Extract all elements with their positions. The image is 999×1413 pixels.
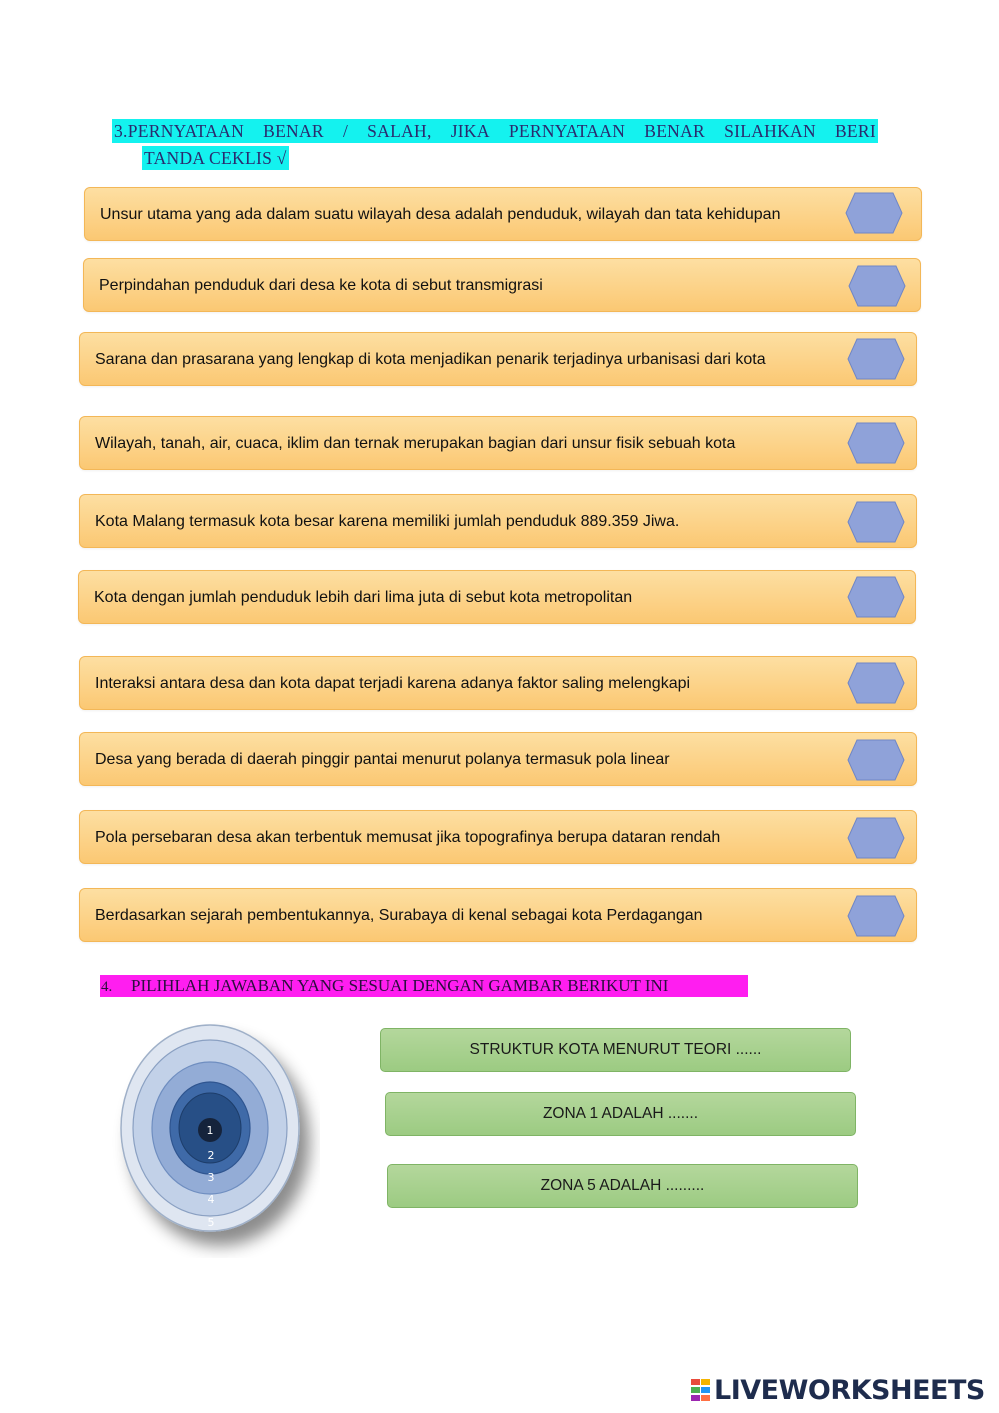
heading-word: / (342, 121, 349, 141)
statement-row-5 (79, 494, 917, 548)
liveworksheets-wordmark: LIVEWORKSHEETS (714, 1374, 985, 1406)
answer-hexagon-7[interactable] (847, 662, 905, 704)
statement-text: Berdasarkan sejarah pembentukannya, Surabaya di kenal sebagai kota Perdagangan (95, 907, 703, 924)
zone-label-5: 5 (207, 1216, 215, 1229)
heading-word: 3.PERNYATAAN (114, 121, 245, 141)
answer-hexagon-4[interactable] (847, 422, 905, 464)
statement-row-10 (79, 888, 917, 942)
liveworksheets-brand (690, 1374, 985, 1406)
statement-text: Unsur utama yang ada dalam suatu wilayah desa adalah penduduk, wilayah dan tata kehidupan (100, 206, 781, 223)
zone-label-1: 1 (206, 1124, 214, 1137)
answer-hexagon-9[interactable] (847, 817, 905, 859)
statement-text: Interaksi antara desa dan kota dapat terjadi karena adanya faktor saling melengkapi (95, 675, 691, 692)
statement-text: Pola persebaran desa akan terbentuk memusat jika topografinya berupa dataran rendah (95, 829, 721, 846)
answer-hexagon-6[interactable] (847, 576, 905, 618)
statement-row-8 (79, 732, 917, 786)
statement-text: Perpindahan penduduk dari desa ke kota di sebut transmigrasi (99, 277, 543, 294)
section-4-number: 4. (101, 979, 113, 995)
answer-hexagon-3[interactable] (847, 338, 905, 380)
heading-word: BENAR (263, 121, 324, 141)
liveworksheets-logo-icon (690, 1378, 712, 1402)
statement-row-6 (78, 570, 916, 624)
statement-row-4 (79, 416, 917, 470)
section-3-heading-line1 (112, 119, 878, 143)
zone-label-3: 3 (207, 1171, 215, 1184)
heading-word: SALAH, (367, 121, 432, 141)
heading-word: SILAHKAN (724, 121, 816, 141)
heading-word: BENAR (644, 121, 706, 141)
statement-row-2 (83, 258, 921, 312)
statement-row-7 (79, 656, 917, 710)
answer-hexagon-2[interactable] (848, 265, 906, 307)
statement-row-3 (79, 332, 917, 386)
answer-hexagon-5[interactable] (847, 501, 905, 543)
heading-word: JIKA (450, 121, 490, 141)
concentric-zone-diagram (110, 1018, 320, 1258)
heading-word: BERI (834, 121, 876, 141)
answer-hexagon-8[interactable] (847, 739, 905, 781)
zone-label-4: 4 (207, 1193, 215, 1206)
answer-hexagon-1[interactable] (845, 192, 903, 234)
section-4-heading-text: PILIHLAH JAWABAN YANG SESUAI DENGAN GAMBAR BERIKUT INI (131, 976, 669, 995)
statement-text: Kota dengan jumlah penduduk lebih dari lima juta di sebut kota metropolitan (94, 589, 633, 606)
answer-hexagon-10[interactable] (847, 895, 905, 937)
answer-box-zona-5[interactable]: ZONA 5 ADALAH ......... (387, 1164, 858, 1208)
statement-row-9 (79, 810, 917, 864)
heading-word: PERNYATAAN (508, 121, 626, 141)
answer-box-teori[interactable]: STRUKTUR KOTA MENURUT TEORI ...... (380, 1028, 851, 1072)
statement-text: Desa yang berada di daerah pinggir pantai menurut polanya termasuk pola linear (95, 751, 670, 768)
statement-text: Sarana dan prasarana yang lengkap di kota menjadikan penarik terjadinya urbanisasi dari kota (95, 351, 766, 368)
statement-text: Kota Malang termasuk kota besar karena memiliki jumlah penduduk 889.359 Jiwa. (95, 513, 680, 530)
section-3-heading (112, 119, 878, 172)
statement-row-1 (84, 187, 922, 241)
section-4-heading (100, 975, 748, 997)
zone-label-2: 2 (207, 1149, 215, 1162)
section-3-heading-line2: TANDA CEKLIS √ (144, 148, 287, 168)
answer-box-zona-1[interactable]: ZONA 1 ADALAH ....... (385, 1092, 856, 1136)
statement-text: Wilayah, tanah, air, cuaca, iklim dan ternak merupakan bagian dari unsur fisik sebuah kota (95, 435, 736, 452)
